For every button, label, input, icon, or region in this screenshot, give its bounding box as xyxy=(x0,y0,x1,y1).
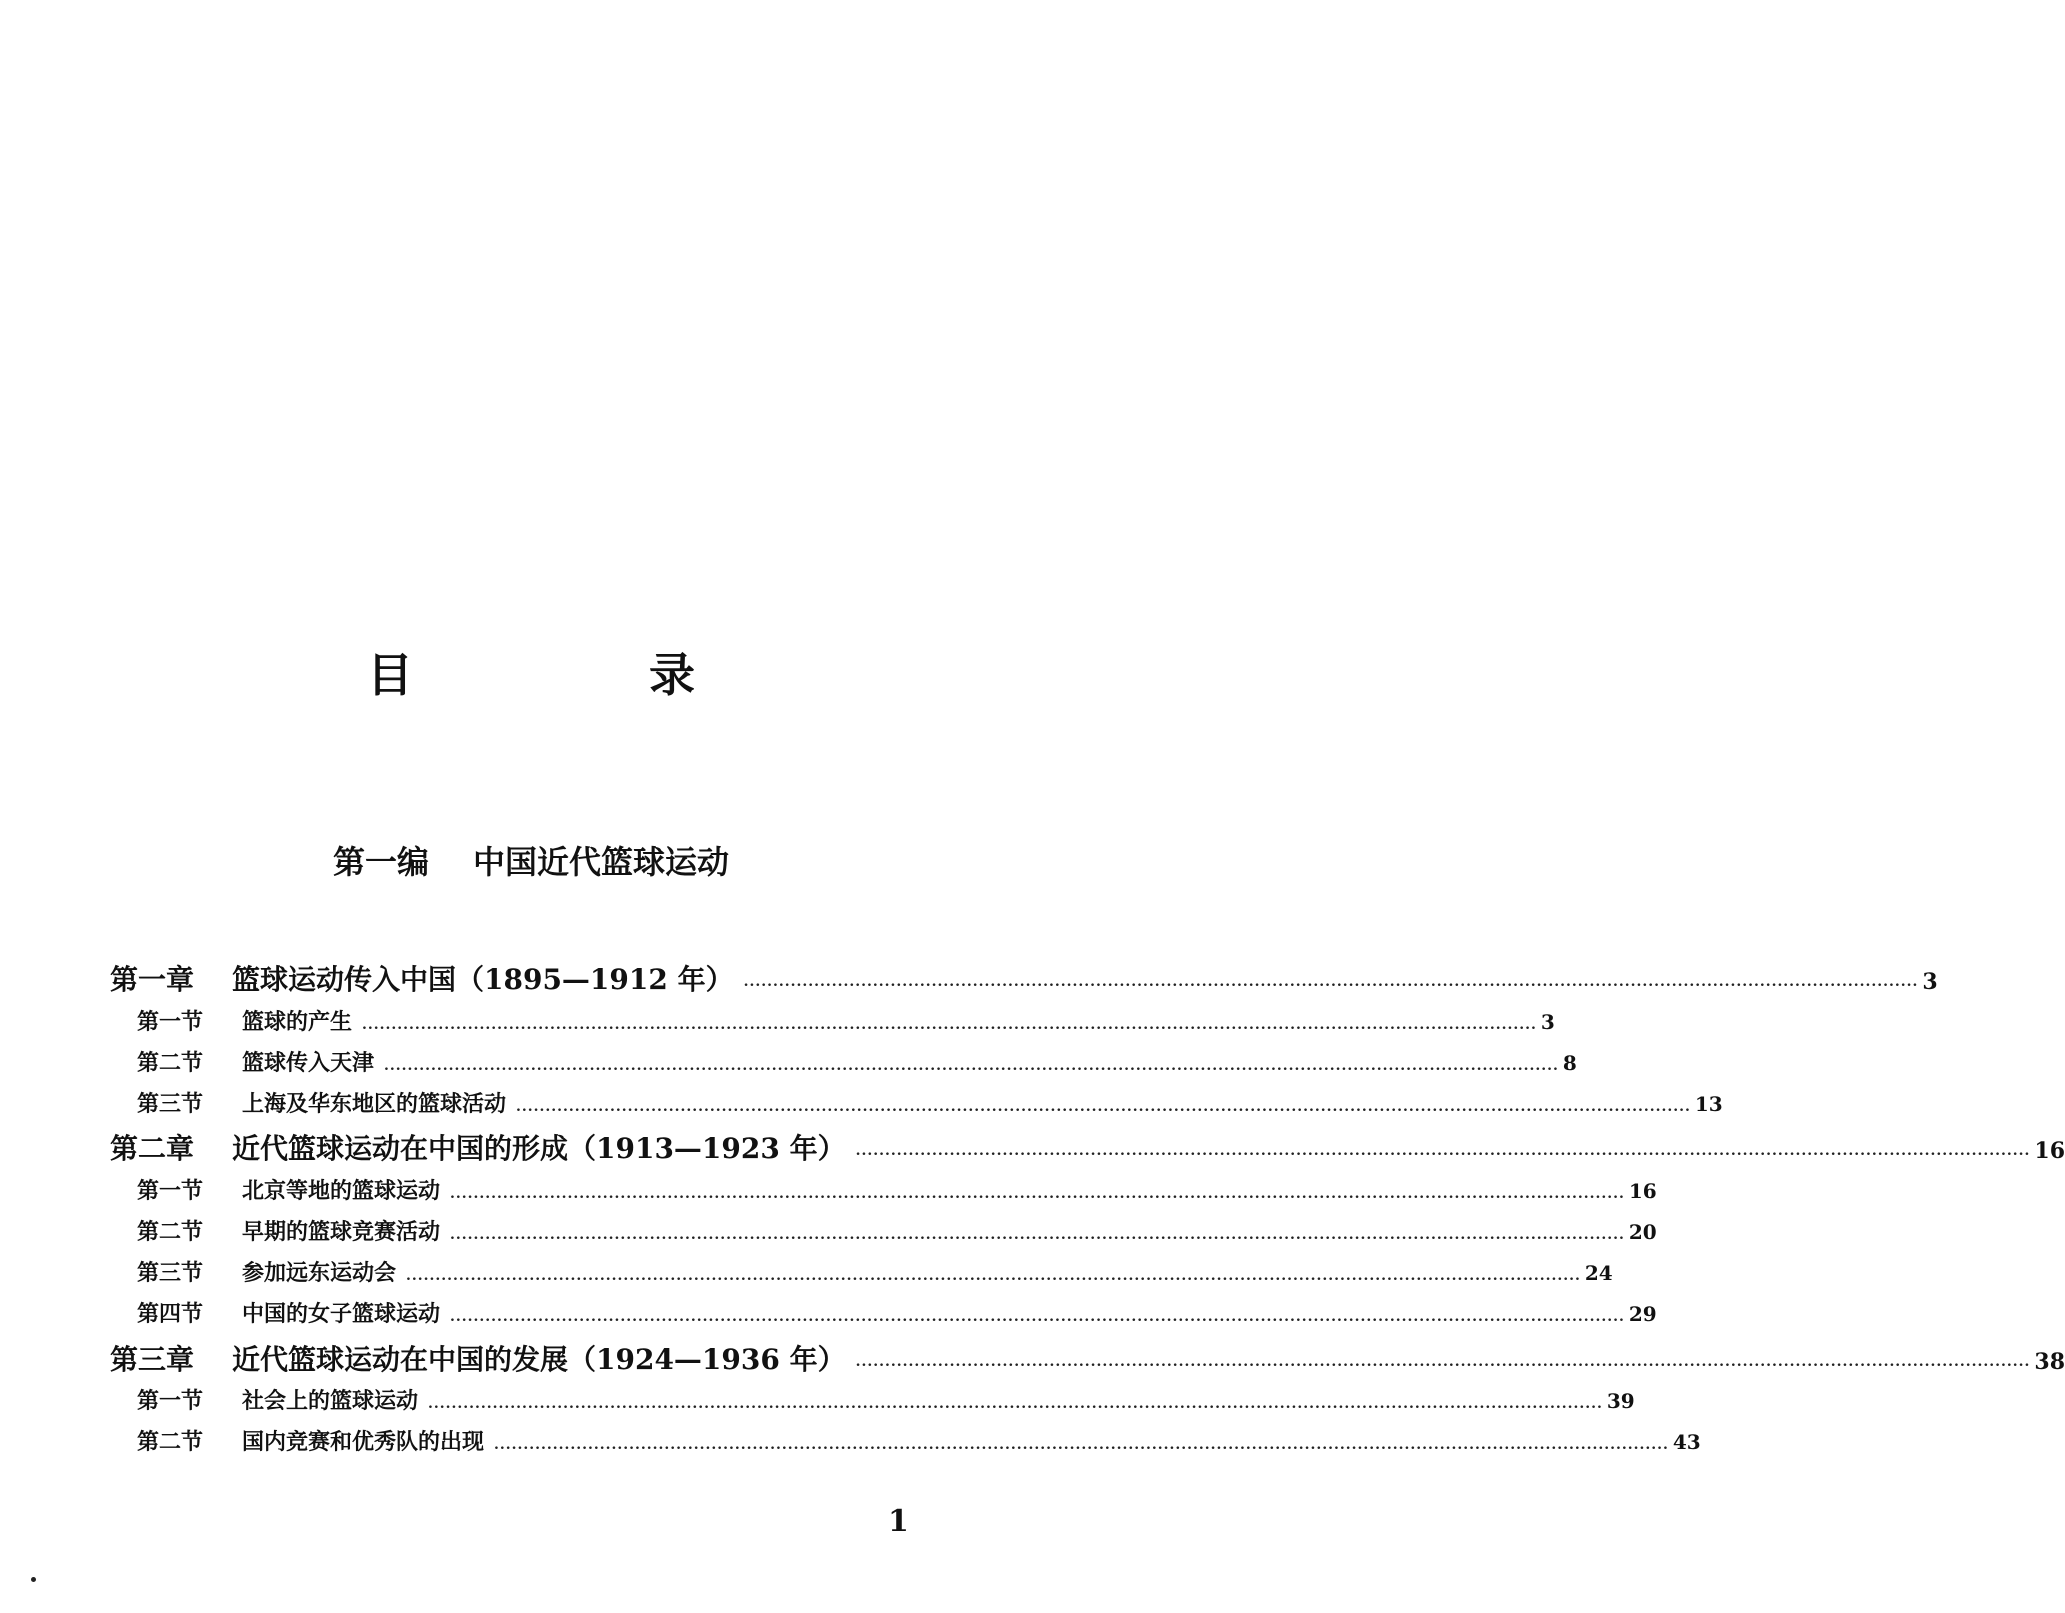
page-ref: 16 xyxy=(1628,1179,1657,1203)
dot-leader: ........................................................................................................................................................................................................ xyxy=(450,1226,1625,1243)
page-ref: 16 xyxy=(2034,1138,2065,1164)
section-title: 篮球的产生 xyxy=(242,1009,353,1035)
page-title: 目 录 xyxy=(366,648,805,702)
dot-leader: ........................................................................................................................................................................................................ xyxy=(362,1016,1537,1033)
toc-chapter-entry xyxy=(110,958,1938,998)
toc-chapter-entry xyxy=(110,1338,2065,1378)
page-ref: 13 xyxy=(1694,1092,1723,1116)
chapter-title: 近代篮球运动在中国的形成（1913—1923 年） xyxy=(232,1132,846,1165)
page-ref: 20 xyxy=(1628,1220,1657,1244)
toc-section-entry xyxy=(137,1297,1657,1328)
dot-leader: ........................................................................................................................................................................................................ xyxy=(406,1267,1581,1284)
page-ref: 8 xyxy=(1562,1051,1577,1075)
section-title: 早期的篮球竞赛活动 xyxy=(242,1219,441,1245)
section-title: 参加远东运动会 xyxy=(242,1260,397,1286)
page-ref: 24 xyxy=(1584,1261,1613,1285)
toc-section-entry xyxy=(137,1174,1657,1205)
section-label: 第二节 xyxy=(137,1429,204,1455)
chapter-title: 篮球运动传入中国（1895—1912 年） xyxy=(232,963,734,996)
scan-speck xyxy=(31,1577,36,1582)
section-title: 篮球传入天津 xyxy=(242,1050,375,1076)
section-label: 第二节 xyxy=(137,1219,204,1245)
toc-section-entry xyxy=(137,1384,1635,1415)
section-title: 上海及华东地区的篮球活动 xyxy=(242,1091,507,1117)
page-number: 1 xyxy=(888,1504,909,1539)
section-title: 中国的女子篮球运动 xyxy=(242,1301,441,1327)
page-ref: 43 xyxy=(1672,1430,1701,1454)
part-name: 中国近代篮球运动 xyxy=(473,843,730,881)
toc-section-entry xyxy=(137,1046,1577,1077)
section-label: 第二节 xyxy=(137,1050,204,1076)
section-title: 国内竞赛和优秀队的出现 xyxy=(242,1429,485,1455)
section-label: 第一节 xyxy=(137,1388,204,1414)
part-heading xyxy=(0,843,1062,881)
page-ref: 3 xyxy=(1540,1010,1555,1034)
chapter-label: 第二章 xyxy=(110,1132,195,1165)
toc-section-entry xyxy=(137,1005,1555,1036)
toc-chapter-entry xyxy=(110,1127,2065,1167)
dot-leader: ........................................................................................................................................................................................................ xyxy=(428,1395,1603,1412)
section-label: 第三节 xyxy=(137,1091,204,1117)
section-label: 第一节 xyxy=(137,1178,204,1204)
page-ref: 3 xyxy=(1922,969,1938,995)
toc-section-entry xyxy=(137,1215,1657,1246)
dot-leader: ........................................................................................................................................................................................................ xyxy=(855,1354,2031,1370)
section-label: 第一节 xyxy=(137,1009,204,1035)
toc-section-entry xyxy=(137,1087,1723,1118)
dot-leader: ........................................................................................................................................................................................................ xyxy=(494,1436,1669,1453)
dot-leader: ........................................................................................................................................................................................................ xyxy=(384,1057,1559,1074)
section-label: 第四节 xyxy=(137,1301,204,1327)
dot-leader: ........................................................................................................................................................................................................ xyxy=(743,974,1919,990)
page-ref: 29 xyxy=(1628,1302,1657,1326)
toc-section-entry xyxy=(137,1425,1701,1456)
section-label: 第三节 xyxy=(137,1260,204,1286)
part-label: 第一编 xyxy=(332,843,429,881)
chapter-label: 第三章 xyxy=(110,1343,195,1376)
page-ref: 39 xyxy=(1606,1389,1635,1413)
dot-leader: ........................................................................................................................................................................................................ xyxy=(855,1143,2031,1159)
chapter-title: 近代篮球运动在中国的发展（1924—1936 年） xyxy=(232,1343,846,1376)
dot-leader: ........................................................................................................................................................................................................ xyxy=(516,1098,1691,1115)
dot-leader: ........................................................................................................................................................................................................ xyxy=(450,1308,1625,1325)
section-title: 北京等地的篮球运动 xyxy=(242,1178,441,1204)
section-title: 社会上的篮球运动 xyxy=(242,1388,419,1414)
page-ref: 38 xyxy=(2034,1349,2065,1375)
chapter-label: 第一章 xyxy=(110,963,195,996)
toc-section-entry xyxy=(137,1256,1613,1287)
dot-leader: ........................................................................................................................................................................................................ xyxy=(450,1185,1625,1202)
